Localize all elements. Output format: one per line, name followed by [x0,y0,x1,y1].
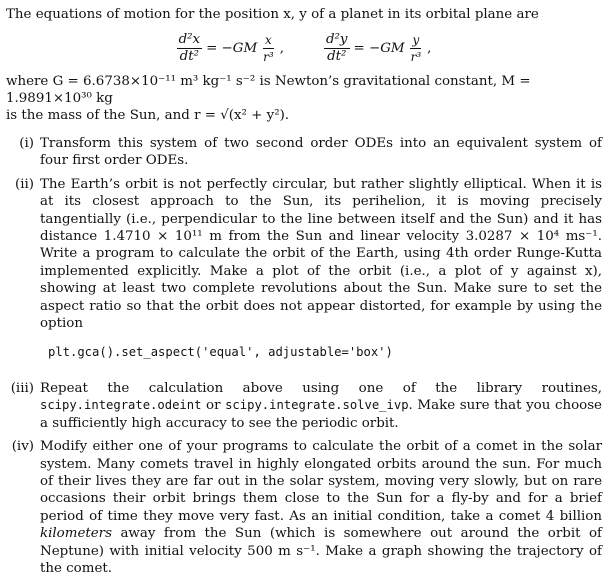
definitions-line-1: where G = 6.6738×10⁻¹¹ m³ kg⁻¹ s⁻² is Newton’s gravitational constant, M = 1.9891×10³⁰ kg [6,74,531,106]
equation-x [177,33,284,64]
comma: , [427,40,432,56]
item-text: The Earth’s orbit is not perfectly circular, but rather slightly elliptical. When it is at its closest approach to the Sun, its perihelion, it is moving precisely tangentially (i.e., perpendicular to the line between itself and the Sun) and it has distance 1.4710 × 10¹¹ m from the Sun and linear velocity 3.0287 × 10⁴ ms⁻¹. Write a program to calculate the orbit of the Earth, using 4th order Runge-Kutta implemented explicitly. Make a plot of the orbit (i.e., a plot of y against x), showing at least two complete revolutions about the Sun. Make sure to set the aspect ratio so that the orbit does not appear distorted, for example by using the option [40,176,602,332]
inline-code-solve-ivp: scipy.integrate.solve_ivp [225,398,409,413]
definitions-line-2: is the mass of the Sun, and r = √(x² + y²). [6,108,290,123]
fraction-x-r3 [261,33,276,64]
inline-code-odeint: scipy.integrate.odeint [40,398,202,413]
numerator: d²x [178,31,201,47]
item-text [40,380,602,432]
exercise-item-ii [6,176,602,374]
item-marker: (i) [19,136,34,151]
text-segment: . Make sure that you choose a sufficiently high accuracy to see the periodic orbit. [40,398,602,431]
text-segment: Repeat the calculation above using one of the library routines, [40,380,602,396]
item-marker: (iii) [10,380,34,396]
fraction-d2x-dt2 [177,33,203,64]
exercise-list [6,135,602,577]
numerator: y [412,32,420,47]
exercise-item-i [6,135,602,170]
equation-x-coefficient: = −GM [206,40,258,56]
denominator: dt² [179,48,199,64]
denominator: r³ [410,49,422,64]
item-marker: (ii) [14,176,34,192]
exercise-item-iii [6,380,602,432]
item-marker: (iv) [11,439,34,455]
emphasized-word: kilometers [40,526,112,542]
intro-paragraph: The equations of motion for the position x, y of a planet in its orbital plane are [6,7,539,22]
text-segment: away from the Sun (which is somewhere out around the orbit of Neptune) with initial velocity 500 m s⁻¹. Make a graph showing the trajectory of the comet. [40,526,602,576]
exercise-item-iv [6,438,602,577]
definitions-paragraph [6,73,602,124]
equations-of-motion [6,25,602,71]
text-segment: or [201,398,226,414]
item-text [40,438,602,577]
text-segment: Modify either one of your programs to calculate the orbit of a comet in the solar system. Many comets travel in highly elongated orbits around the sun. For much of their lives they are far out in the solar system, moving very slowly, but on rare occasions their orbit brings them close to the Sun for a fly-by and for a brief period of time they move very fast. As an initial condition, take a comet 4 billion [40,439,602,524]
equation-y [324,33,431,64]
code-snippet: plt.gca().set_aspect('equal', adjustable='box') [48,345,393,360]
fraction-d2y-dt2 [324,33,350,64]
comma: , [279,40,284,56]
numerator: d²y [325,31,348,47]
denominator: dt² [327,48,347,64]
denominator: r³ [263,49,274,64]
item-text: Transform this system of two second order ODEs into an equivalent system of four first order ODEs. [40,136,602,169]
fraction-y-r3 [409,33,424,64]
numerator: x [265,32,272,47]
item-body [40,176,602,374]
equation-y-coefficient: = −GM [353,40,405,56]
